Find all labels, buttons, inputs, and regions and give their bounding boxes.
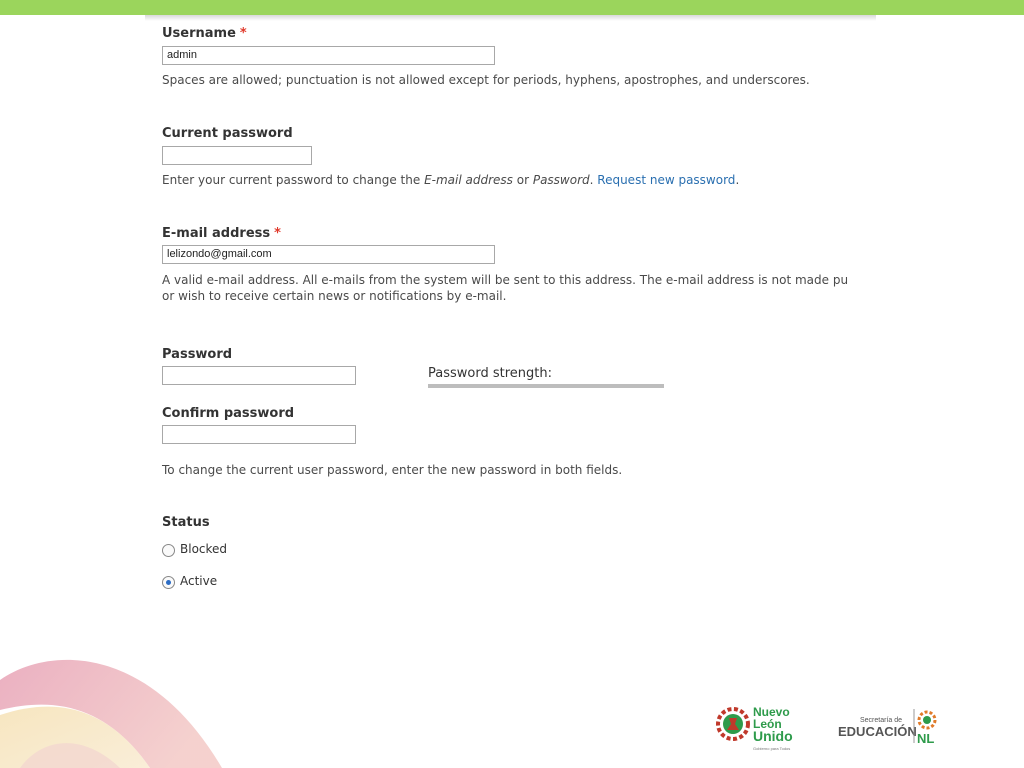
- logo1-tagline: Gobierno para Todos: [753, 746, 791, 751]
- username-label: Username *: [162, 26, 247, 41]
- password-help-text: To change the current user password, enter the new password in both fields.: [162, 463, 623, 477]
- required-mark: *: [274, 226, 281, 241]
- secretaria-educacion-logo: [836, 705, 941, 747]
- email-description-line1: A valid e-mail address. All e-mails from the system will be sent to this address. The e-mail address is not made pu: [162, 273, 849, 287]
- top-accent-bar: [0, 0, 1024, 15]
- logo2-line1: Secretaría de: [860, 717, 903, 724]
- confirm-password-input[interactable]: [162, 425, 356, 444]
- status-blocked-radio[interactable]: [162, 544, 175, 557]
- current-password-description: Enter your current password to change the E-mail address or Password. Request new password.: [162, 173, 740, 187]
- email-label: E-mail address *: [162, 226, 281, 241]
- current-password-input[interactable]: [162, 146, 312, 165]
- logo1-line2: León: [753, 717, 782, 731]
- required-mark: *: [239, 26, 247, 41]
- panel-top-shadow: [145, 15, 876, 21]
- status-active-label[interactable]: Active: [180, 574, 218, 588]
- username-input[interactable]: admin: [162, 46, 495, 65]
- account-form-panel: [145, 15, 876, 590]
- gear-emblem-icon: [919, 712, 935, 728]
- username-description: Spaces are allowed; punctuation is not allowed except for periods, hyphens, apostrophes, and underscores.: [162, 73, 810, 87]
- logo2-line2: EDUCACIÓN: [838, 724, 917, 739]
- logo1-line1: Nuevo: [753, 705, 790, 719]
- gear-emblem-icon: [718, 709, 748, 739]
- status-blocked-label[interactable]: Blocked: [180, 542, 228, 556]
- password-label: Password: [162, 347, 233, 362]
- email-description-line2: or wish to receive certain news or notifications by e-mail.: [162, 289, 507, 303]
- request-new-password-link[interactable]: Request new password: [597, 173, 736, 187]
- logo1-line3: Unido: [753, 728, 793, 744]
- password-strength-label: Password strength:: [428, 366, 552, 381]
- current-password-label: Current password: [162, 126, 293, 141]
- confirm-password-label: Confirm password: [162, 406, 295, 421]
- password-strength-bar: [428, 384, 664, 388]
- password-input[interactable]: [162, 366, 356, 385]
- status-active-radio[interactable]: [162, 576, 175, 589]
- logo2-badge: NL: [917, 731, 935, 746]
- email-input[interactable]: lelizondo@gmail.com: [162, 245, 495, 264]
- nuevo-leon-unido-logo: [715, 703, 810, 753]
- decorative-swoosh: [0, 640, 240, 768]
- status-label: Status: [162, 515, 210, 530]
